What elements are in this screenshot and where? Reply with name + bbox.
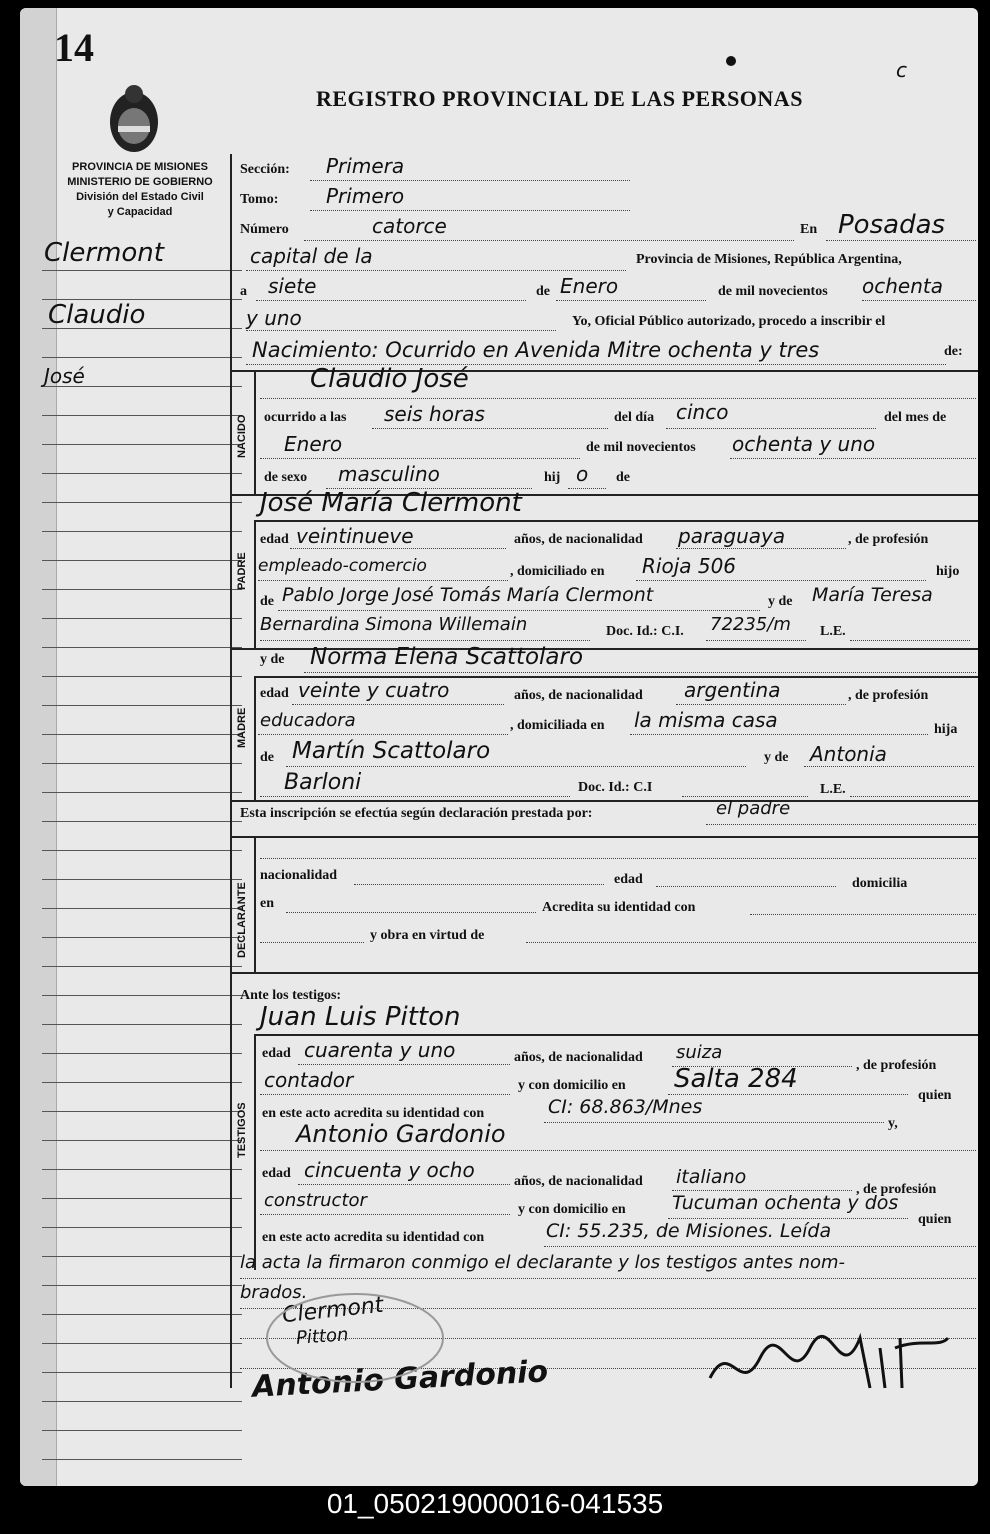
paternal-grandfather: Pablo Jorge José Tomás María Clermont	[282, 584, 654, 606]
tomo-label: Tomo:	[240, 192, 279, 207]
father-name: José María Clermont	[260, 488, 522, 518]
father-de-label: de	[260, 594, 274, 609]
birth-day: cinco	[676, 400, 729, 424]
top-mark: c	[896, 58, 907, 82]
witness1-edad: cuarenta y uno	[304, 1038, 456, 1062]
witness2-quien-label: quien	[918, 1212, 952, 1227]
mother-edad: veinte y cuatro	[298, 678, 450, 702]
hij-label: hij	[544, 470, 561, 485]
margin-rule	[42, 966, 242, 967]
a-label: a	[240, 284, 247, 299]
witness2-dom-label: y con domicilio en	[518, 1202, 626, 1217]
seccion-value: Primera	[326, 154, 405, 178]
signature-father: Clermont	[280, 1292, 385, 1329]
paternal-grandmother: María Teresa	[812, 584, 933, 606]
day-value: siete	[268, 274, 317, 298]
father-le-label: L.E.	[820, 624, 846, 639]
section-nacido: NACIDO	[236, 414, 248, 458]
witness1-domicilio: Salta 284	[674, 1064, 798, 1094]
birth-hour: seis horas	[384, 402, 485, 426]
mother-y-de2-label: y de	[764, 750, 789, 765]
margin-rule	[42, 1198, 242, 1199]
margin-rule	[42, 473, 242, 474]
margin-rule	[42, 1082, 242, 1083]
mother-nac-label: años, de nacionalidad	[514, 688, 643, 703]
sexo-value: masculino	[338, 462, 440, 486]
declaracion-label: Esta inscripción se efectúa según declaración prestada por:	[240, 806, 593, 821]
numero-value: catorce	[372, 214, 447, 238]
en-label: En	[800, 222, 818, 237]
father-edad: veintinueve	[296, 524, 414, 548]
father-prof-label: , de profesión	[848, 532, 929, 547]
margin-rule	[42, 937, 242, 938]
authority-division: División del Estado Civil	[76, 191, 204, 203]
birth-year: ochenta y uno	[732, 432, 876, 456]
witness1-nacionalidad: suiza	[676, 1042, 723, 1063]
margin-rule	[42, 995, 242, 996]
mother-doc-label: Doc. Id.: C.I	[578, 780, 653, 795]
witness2-nac-label: años, de nacionalidad	[514, 1174, 643, 1189]
section-testigos: TESTIGOS	[236, 1102, 248, 1158]
main-column-divider	[230, 154, 232, 1388]
witness1-y-label: y,	[888, 1116, 898, 1131]
oficial-text: Yo, Oficial Público autorizado, procedo a inscribir el	[572, 314, 886, 329]
margin-rule	[42, 502, 242, 503]
father-edad-label: edad	[260, 532, 289, 547]
maternal-grandmother: Antonia	[810, 742, 887, 766]
witness2-prof-label: , de profesión	[856, 1182, 937, 1197]
mother-prof-label: , de profesión	[848, 688, 929, 703]
margin-rule	[42, 531, 242, 532]
margin-rule	[42, 1140, 242, 1141]
footer-id: 01_050219000016-041535	[326, 1488, 664, 1519]
margin-rule	[42, 618, 242, 619]
section-madre: MADRE	[236, 707, 248, 748]
declarante-dom-label: domicilia	[852, 876, 908, 891]
witness2-edad: cincuenta y ocho	[304, 1158, 475, 1182]
declaracion-value: el padre	[716, 798, 791, 819]
witness2-acredita-label: en este acto acredita su identidad con	[262, 1230, 485, 1245]
margin-rule	[42, 589, 242, 590]
de-label: de	[536, 284, 550, 299]
witness2-name: Antonio Gardonio	[296, 1120, 506, 1148]
page-number: 14	[54, 25, 94, 70]
authority-capacity: y Capacidad	[107, 206, 173, 218]
witness2-edad-label: edad	[262, 1166, 291, 1181]
capital-value: capital de la	[250, 244, 373, 268]
margin-rule	[42, 415, 242, 416]
witness1-nac-label: años, de nacionalidad	[514, 1050, 643, 1065]
section-declarante: DECLARANTE	[236, 882, 248, 958]
child-name: Claudio José	[310, 364, 469, 394]
de-nacido-label: de	[616, 470, 630, 485]
margin-rule	[42, 908, 242, 909]
signature-witness1: Pitton	[295, 1324, 350, 1349]
declarante-obra-label: y obra en virtud de	[370, 928, 485, 943]
witness2-doc: CI: 55.235, de Misiones. Leída	[546, 1220, 832, 1242]
witness2-nacionalidad: italiano	[676, 1166, 747, 1188]
margin-rule	[42, 705, 242, 706]
sexo-label: de sexo	[264, 470, 308, 485]
margin-rule	[42, 763, 242, 764]
margin-rule	[42, 270, 242, 271]
margin-rule	[42, 1459, 242, 1460]
year-label: de mil novecientos	[718, 284, 828, 299]
witness1-profesion: contador	[264, 1068, 354, 1092]
register-page	[20, 8, 978, 1486]
father-hijo-label: hijo	[936, 564, 960, 579]
mother-de-label: de	[260, 750, 274, 765]
issuing-authority	[40, 160, 240, 220]
officer-signature-icon	[700, 1318, 960, 1408]
witness1-edad-label: edad	[262, 1046, 291, 1061]
month-value: Enero	[560, 274, 619, 298]
margin-rule	[42, 850, 242, 851]
maternal-grandmother-2: Barloni	[284, 770, 362, 795]
margin-rule	[42, 647, 242, 648]
margin-rule	[42, 1111, 242, 1112]
document-title: REGISTRO PROVINCIAL DE LAS PERSONAS	[316, 86, 803, 111]
coat-of-arms-icon	[104, 80, 164, 158]
declarante-nac-label: nacionalidad	[260, 868, 338, 883]
ante-testigos-label: Ante los testigos:	[240, 988, 342, 1003]
closing-line-1: la acta la firmaron conmigo el declarante y los testigos antes nom-	[240, 1252, 846, 1273]
mother-y-de-label: y de	[260, 652, 285, 667]
mother-le-label: L.E.	[820, 782, 846, 797]
mil-label: de mil novecientos	[586, 440, 696, 455]
tomo-value: Primero	[326, 184, 405, 208]
margin-rule	[42, 1314, 242, 1315]
witness1-name: Juan Luis Pitton	[260, 1002, 461, 1032]
margin-rule	[42, 1053, 242, 1054]
margin-rule	[42, 821, 242, 822]
father-nac-label: años, de nacionalidad	[514, 532, 643, 547]
margin-surname: Clermont	[44, 238, 164, 268]
declarante-en-label: en	[260, 896, 274, 911]
signature-witness2: Antonio Gardonio	[251, 1354, 549, 1405]
margin-rule	[42, 1285, 242, 1286]
witness2-profesion: constructor	[264, 1190, 367, 1211]
declarante-edad-label: edad	[614, 872, 643, 887]
witness1-dom-label: y con domicilio en	[518, 1078, 626, 1093]
margin-rule	[42, 357, 242, 358]
margin-rule	[42, 792, 242, 793]
mother-nacionalidad: argentina	[684, 678, 781, 702]
page-binding-edge	[20, 8, 57, 1486]
ink-dot	[726, 56, 736, 66]
father-domicilio: Rioja 506	[642, 554, 737, 578]
margin-rule	[42, 1372, 242, 1373]
margin-rule	[42, 1401, 242, 1402]
witness1-quien-label: quien	[918, 1088, 952, 1103]
mother-edad-label: edad	[260, 686, 289, 701]
witness1-doc: CI: 68.863/Mnes	[548, 1096, 703, 1118]
father-doc: 72235/m	[710, 614, 791, 635]
mes-label: del mes de	[884, 410, 947, 425]
section-padre: PADRE	[236, 552, 248, 590]
mother-profesion: educadora	[260, 710, 356, 731]
mother-domicilio: la misma casa	[634, 708, 778, 732]
margin-first-name: Claudio	[48, 300, 146, 330]
margin-rule	[42, 1227, 242, 1228]
authority-province: PROVINCIA DE MISIONES	[72, 161, 208, 173]
hij-value: o	[576, 462, 589, 486]
margin-rule	[42, 734, 242, 735]
ocurrido-label: ocurrido a las	[264, 410, 347, 425]
father-doc-label: Doc. Id.: C.I.	[606, 624, 684, 639]
seccion-label: Sección:	[240, 162, 290, 177]
birth-month: Enero	[284, 432, 343, 456]
nacimiento-value: Nacimiento: Ocurrido en Avenida Mitre ochenta y tres	[252, 338, 820, 362]
year-value-2: y uno	[246, 306, 302, 330]
maternal-grandfather: Martín Scattolaro	[292, 738, 491, 764]
margin-rule	[42, 1256, 242, 1257]
margin-rule	[42, 879, 242, 880]
de-colon-label: de:	[944, 344, 963, 359]
father-profesion: empleado-comercio	[258, 556, 427, 576]
mother-dom-label: , domiciliada en	[510, 718, 605, 733]
capital-printed: Provincia de Misiones, República Argentina,	[636, 252, 902, 267]
numero-label: Número	[240, 222, 289, 237]
authority-ministry: MINISTERIO DE GOBIERNO	[67, 176, 213, 188]
margin-rule	[42, 444, 242, 445]
margin-rule	[42, 1024, 242, 1025]
paternal-grandmother-2: Bernardina Simona Willemain	[260, 614, 528, 635]
father-nacionalidad: paraguaya	[678, 524, 786, 548]
closing-line-2: brados.	[240, 1282, 308, 1303]
witness2-domicilio: Tucuman ochenta y dos	[672, 1192, 899, 1214]
witness1-prof-label: , de profesión	[856, 1058, 937, 1073]
declarante-acredita-label: Acredita su identidad con	[542, 900, 696, 915]
margin-rule	[42, 1343, 242, 1344]
father-dom-label: , domiciliado en	[510, 564, 605, 579]
mother-name: Norma Elena Scattolaro	[310, 644, 584, 670]
margin-rule	[42, 1169, 242, 1170]
mother-hija-label: hija	[934, 722, 958, 737]
en-value: Posadas	[838, 210, 946, 240]
dia-label: del día	[614, 410, 655, 425]
father-y-de-label: y de	[768, 594, 793, 609]
official-stamp-icon	[260, 1288, 450, 1388]
margin-middle-name: José	[44, 364, 85, 388]
year-value-1: ochenta	[862, 274, 943, 298]
witness1-acredita-label: en este acto acredita su identidad con	[262, 1106, 485, 1121]
margin-rule	[42, 1430, 242, 1431]
margin-rule	[42, 560, 242, 561]
margin-rule	[42, 676, 242, 677]
